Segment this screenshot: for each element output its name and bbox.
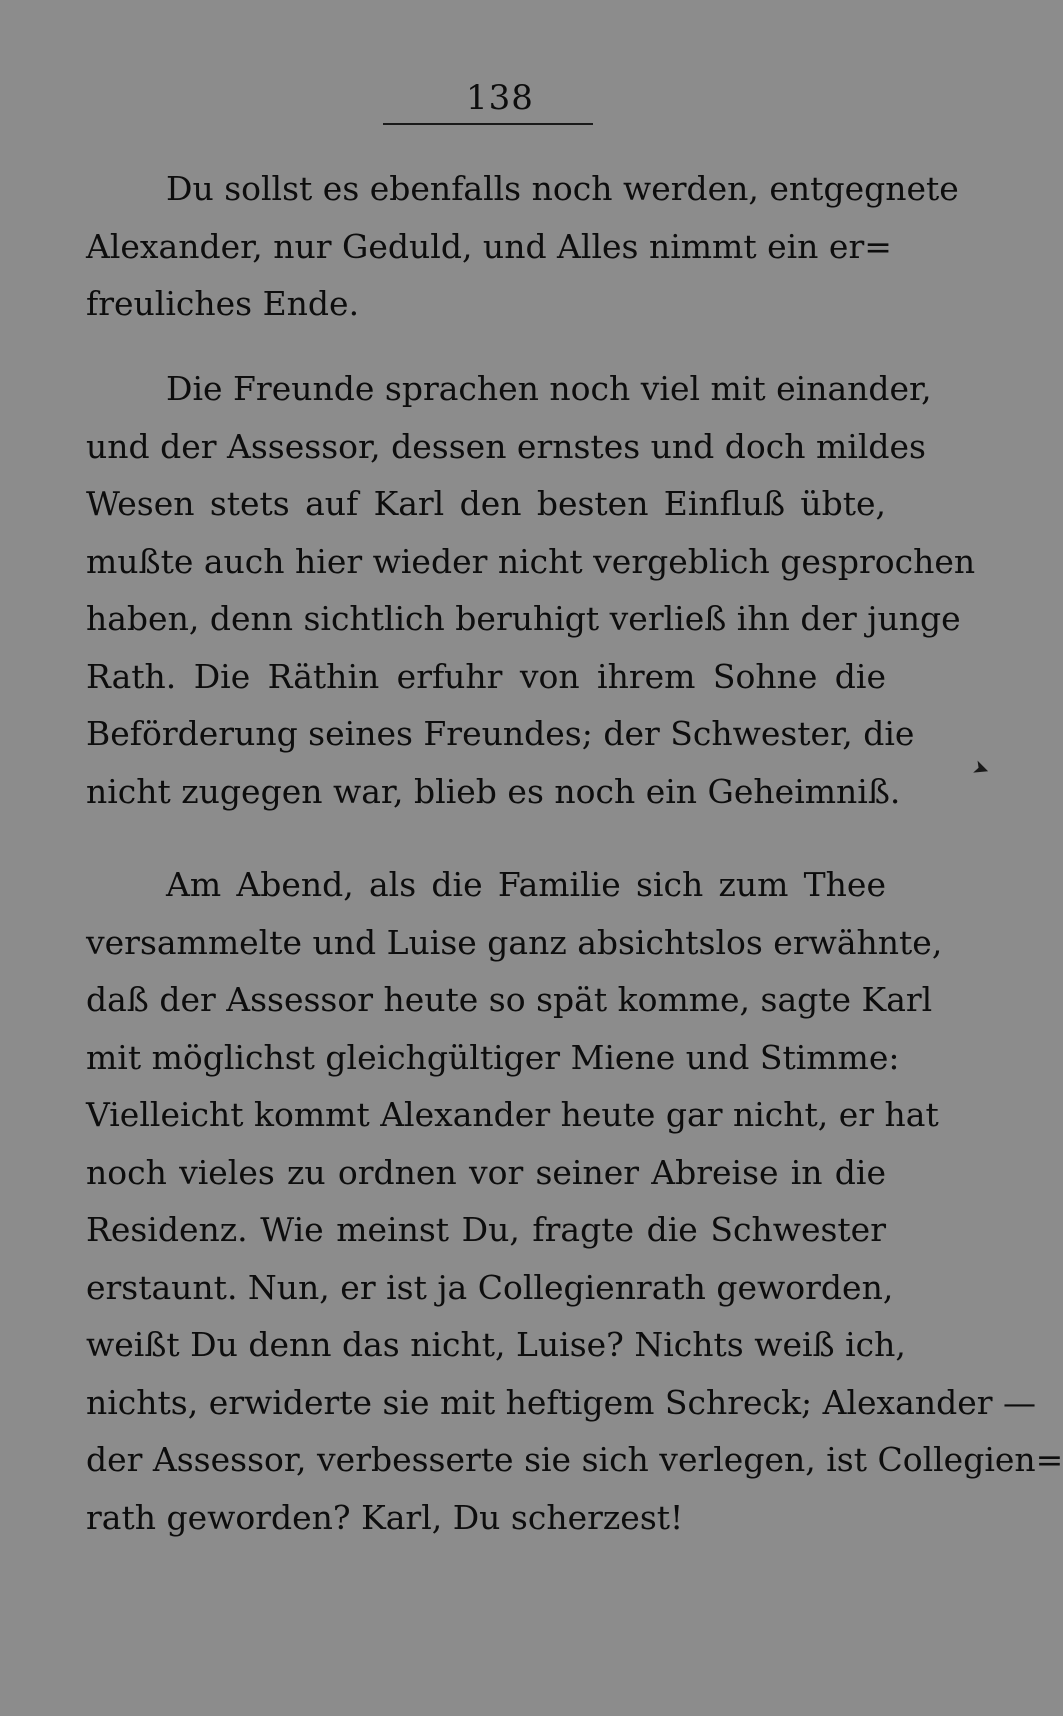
text-line: mußte auch hier wieder nicht vergeblich gesprochen <box>86 541 976 581</box>
text-line: mit möglichst gleichgültiger Miene und Stimme: <box>86 1037 900 1077</box>
paragraph-3 <box>86 856 1063 1546</box>
text-line: weißt Du denn das nicht, Luise? Nichts weiß ich, <box>86 1325 906 1364</box>
text-line: Vielleicht kommt Alexander heute gar nicht, er hat <box>86 1095 939 1134</box>
paragraph-2 <box>86 360 976 820</box>
text-line: versammelte und Luise ganz absichtslos erwähnte, <box>86 922 943 962</box>
text-line: haben, denn sichtlich beruhigt verließ ihn der junge <box>86 599 961 638</box>
text-line: Die Freunde sprachen noch viel mit einander, <box>166 369 932 408</box>
text-line: daß der Assessor heute so spät komme, sagte Karl <box>86 980 933 1019</box>
header-rule <box>383 123 593 125</box>
text-line: Am Abend, als die Familie sich zum Thee <box>166 865 886 904</box>
text-line: Du sollst es ebenfalls noch werden, entgegnete <box>166 169 959 208</box>
text-line: Wesen stets auf Karl den besten Einfluß übte, <box>86 484 886 523</box>
text-line: und der Assessor, dessen ernstes und doch mildes <box>86 426 926 466</box>
text-line: noch vieles zu ordnen vor seiner Abreise in die <box>86 1152 886 1192</box>
text-line: nichts, erwiderte sie mit heftigem Schreck; Alexander — <box>86 1382 1036 1422</box>
text-line: erstaunt. Nun, er ist ja Collegienrath geworden, <box>86 1267 894 1307</box>
paragraph-1 <box>86 160 959 333</box>
text-line: Residenz. Wie meinst Du, fragte die Schwester <box>86 1210 886 1249</box>
text-line: Rath. Die Räthin erfuhr von ihrem Sohne die <box>86 656 886 696</box>
text-line: der Assessor, verbesserte sie sich verlegen, ist Collegien= <box>86 1440 1063 1479</box>
text-line: Beförderung seines Freundes; der Schwester, die <box>86 714 915 753</box>
page-number: 138 <box>466 78 534 118</box>
text-line: Alexander, nur Geduld, und Alles nimmt ein er= <box>86 226 892 266</box>
text-line: freuliches Ende. <box>86 284 360 323</box>
text-line: rath geworden? Karl, Du scherzest! <box>86 1497 684 1537</box>
margin-arrow-icon: ➤ <box>969 753 994 783</box>
text-line: nicht zugegen war, blieb es noch ein Geheimniß. <box>86 771 901 811</box>
